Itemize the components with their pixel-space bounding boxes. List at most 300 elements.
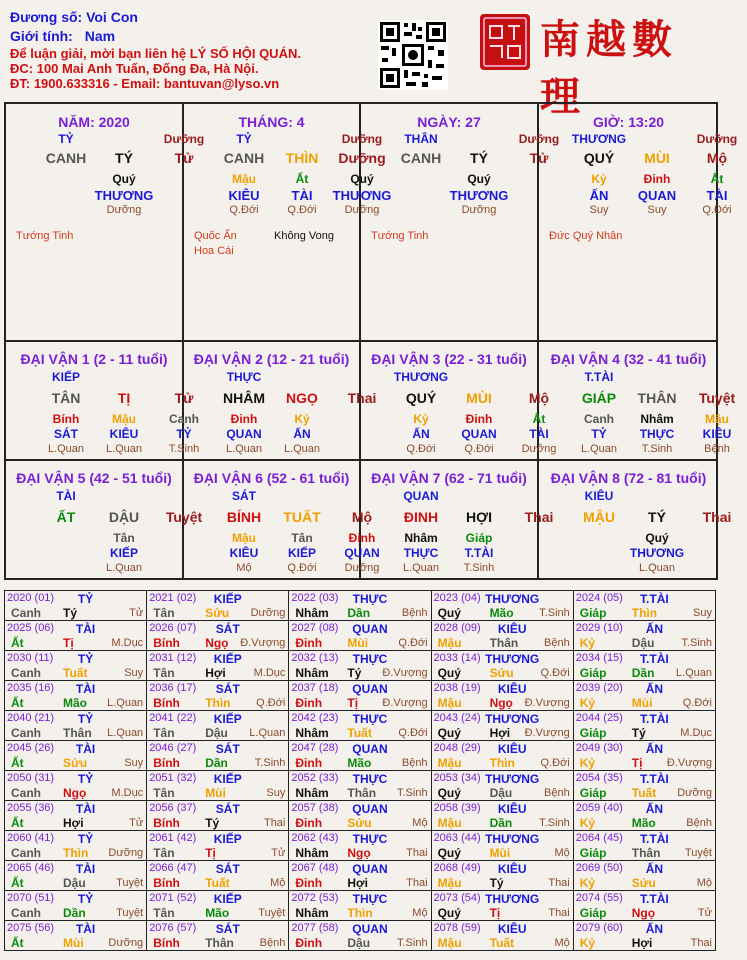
year-stem: Ất (11, 816, 24, 830)
year-branch: Tuất (63, 666, 88, 680)
year-branch: Tuất (489, 936, 515, 950)
dai-van-value: L.Quan (283, 443, 321, 455)
year-stem: Bính (153, 696, 180, 710)
dai-van-value: TỶ (176, 427, 192, 441)
year-cell (5, 711, 147, 741)
year-cell-box (147, 741, 288, 770)
year-branch: Tý (63, 606, 78, 620)
dai-van-value: L.Quan (47, 443, 85, 455)
year-branch: Dậu (205, 726, 228, 740)
year-cell-box (147, 771, 288, 800)
pillar-value: Q.Đới (287, 204, 317, 216)
year-label: 2047 (28) (291, 742, 339, 754)
year-stage: Q.Đới (398, 637, 428, 649)
year-stage: T.Sinh (254, 757, 286, 769)
pillar-value: Dưỡng (106, 204, 142, 216)
year-label: 2020 (01) (7, 592, 55, 604)
dai-van-value: Nhâm (640, 412, 674, 426)
year-label: 2037 (18) (291, 682, 339, 694)
year-star: KIÊU (497, 742, 527, 756)
year-cell-box (574, 771, 715, 800)
dai-van-value: BÍNH (226, 509, 262, 525)
year-cell-box (5, 681, 146, 710)
dai-van-value: Bệnh (704, 443, 730, 455)
dai-van-value: QUAN (226, 427, 262, 441)
year-cell (431, 651, 573, 681)
year-branch: Tị (63, 636, 74, 650)
year-cell (289, 921, 431, 951)
year-label: 2021 (02) (149, 592, 197, 604)
pillar-value: THƯƠNG (571, 132, 627, 146)
year-star: TỶ (77, 772, 94, 786)
dai-van-value: NGỌ (286, 390, 318, 406)
year-star: THỰC (352, 832, 388, 846)
dai-van-value: MÙI (466, 390, 492, 406)
year-branch: Sửu (489, 666, 514, 680)
dai-van-value: Mộ (528, 390, 550, 406)
year-star: QUAN (352, 622, 388, 636)
dai-van-value: L.Quan (225, 443, 263, 455)
year-label: 2076 (57) (149, 922, 197, 934)
year-stage: Bệnh (259, 937, 286, 949)
year-cell (431, 801, 573, 831)
year-label: 2039 (20) (575, 682, 623, 694)
dai-van-title: ĐẠI VẬN 1 (2 - 11 tuổi) (20, 351, 168, 367)
pillar-value: THƯƠNG (94, 188, 154, 203)
year-stage: Đ.Vượng (524, 697, 570, 709)
year-star: KIÊU (497, 922, 527, 936)
year-stage: Dưỡng (250, 607, 286, 619)
year-cell-box (574, 591, 715, 620)
year-branch: Thìn (347, 906, 373, 920)
year-cell-box (574, 861, 715, 890)
year-stem: Kỷ (579, 876, 596, 890)
dai-van-value: THƯƠNG (393, 370, 449, 384)
year-label: 2026 (07) (149, 622, 197, 634)
year-cell (573, 861, 715, 891)
pillar-value: Quý (467, 172, 491, 186)
year-cell-box (574, 621, 715, 650)
dai-van-value: KIÊU (109, 427, 139, 441)
year-branch: Sửu (63, 756, 88, 770)
dai-van-cell (184, 342, 377, 461)
year-stage: Tuyệt (684, 847, 712, 859)
year-stage: L.Quan (675, 667, 712, 679)
year-label: 2066 (47) (149, 862, 197, 874)
year-label: 2075 (56) (7, 922, 55, 934)
year-cell-box (289, 921, 430, 950)
year-cell (431, 741, 573, 771)
year-cell-box (574, 891, 715, 920)
contact-phone-email: ĐT: 1900.633316 - Email: bantuvan@lyso.vn (10, 76, 280, 91)
dai-van-value: Tử (174, 390, 194, 406)
year-stage: Mộ (270, 877, 286, 889)
dai-van-value: TUẤT (283, 509, 321, 525)
dai-van-value: KIẾP (109, 546, 138, 560)
pillar-value: Tử (174, 150, 194, 166)
year-branch: Thân (489, 636, 519, 650)
year-label: 2073 (54) (433, 892, 481, 904)
year-cell (5, 801, 147, 831)
year-stem: Giáp (579, 846, 607, 860)
year-cell-box (289, 801, 430, 830)
year-stage: Dưỡng (108, 847, 144, 859)
gender-label: Giới tính: (10, 28, 73, 44)
year-label: 2035 (16) (7, 682, 55, 694)
year-cell-box (289, 741, 430, 770)
year-stage: T.Sinh (396, 787, 428, 799)
year-star: T.TÀI (640, 592, 669, 606)
dai-van-value: KIẾP (287, 546, 316, 560)
year-stem: Tân (153, 666, 175, 680)
year-cell-box (289, 891, 430, 920)
year-label: 2040 (21) (7, 712, 55, 724)
year-label: 2063 (44) (433, 832, 481, 844)
year-stage: Thai (263, 817, 286, 829)
year-label: 2071 (52) (149, 892, 197, 904)
year-branch: Mùi (631, 696, 653, 710)
year-cell-box (5, 891, 146, 920)
year-stage: Bệnh (544, 787, 570, 799)
year-branch: Mùi (347, 636, 369, 650)
pillar-value: Đinh (643, 172, 671, 186)
year-stage: Mộ (696, 877, 712, 889)
year-stem: Mậu (437, 636, 462, 650)
year-label: 2074 (55) (575, 892, 623, 904)
year-cell-box (432, 711, 573, 740)
year-label: 2055 (36) (7, 802, 55, 814)
dai-van-value: Mộ (236, 562, 252, 574)
year-star: T.TÀI (640, 652, 669, 666)
pillar-value: TỶ (236, 132, 252, 146)
year-cell-box (147, 801, 288, 830)
pillar-value: THƯƠNG (332, 188, 392, 203)
year-stage: Suy (124, 757, 144, 769)
pillar-value: QUAN (637, 188, 677, 203)
year-star: T.TÀI (640, 832, 669, 846)
year-cell (5, 621, 147, 651)
year-label: 2078 (59) (433, 922, 481, 934)
year-label: 2041 (22) (149, 712, 197, 724)
dai-van-value: Q.Đới (287, 562, 317, 574)
year-label: 2053 (34) (433, 772, 481, 784)
year-stem: Tân (153, 846, 175, 860)
year-star: TÀI (75, 742, 96, 756)
year-cell (431, 711, 573, 741)
year-star: SÁT (215, 862, 240, 876)
year-cell-box (432, 891, 573, 920)
dai-van-value: QUAN (461, 427, 497, 441)
year-label: 2023 (04) (433, 592, 481, 604)
pillar-value: TÝ (115, 150, 133, 166)
year-star: KIÊU (497, 802, 527, 816)
year-cell-box (574, 711, 715, 740)
year-star: THỰC (352, 772, 388, 786)
year-branch: Tị (631, 756, 643, 770)
year-star: SÁT (215, 682, 240, 696)
year-stage: Đ.Vượng (382, 667, 428, 679)
year-label: 2058 (39) (433, 802, 481, 814)
dai-van-value: TỶ (591, 427, 607, 441)
year-star: T.TÀI (640, 772, 669, 786)
dai-van-cell (361, 342, 557, 461)
year-cell-box (5, 591, 146, 620)
dai-van-value: QUAN (403, 489, 439, 503)
year-cell-box (432, 921, 573, 950)
year-stage: Q.Đới (540, 757, 570, 769)
year-cell (431, 771, 573, 801)
year-cell-box (147, 921, 288, 950)
year-branch: Sửu (205, 606, 230, 620)
year-row (5, 891, 716, 921)
dai-van-value: QUAN (344, 546, 380, 560)
year-star: KIẾP (213, 712, 242, 726)
pillar-value: Ất (295, 172, 309, 186)
year-branch: Mão (205, 906, 230, 920)
year-cell (431, 831, 573, 861)
year-label: 2060 (41) (7, 832, 55, 844)
dai-van-value: T.Sinh (641, 443, 673, 455)
year-stem: Nhâm (295, 846, 329, 860)
year-stem: Bính (153, 876, 180, 890)
dai-van-value: GIÁP (581, 390, 617, 406)
year-star: TỶ (77, 592, 94, 606)
dai-van-value: THỰC (403, 546, 439, 560)
year-star: KIẾP (213, 772, 242, 786)
dai-van-cell (184, 461, 380, 579)
year-cell-box (147, 861, 288, 890)
dai-van-value: Tuyệt (698, 390, 736, 406)
year-cell-box (5, 711, 146, 740)
year-cell (431, 861, 573, 891)
dai-van-value: Dưỡng (344, 562, 380, 574)
year-stem: Kỷ (579, 816, 596, 830)
year-cell-box (574, 681, 715, 710)
year-cell-box (289, 771, 430, 800)
year-stage: T.Sinh (539, 607, 570, 619)
year-stem: Mậu (437, 816, 462, 830)
year-label: 2028 (09) (433, 622, 481, 634)
year-cell-box (574, 741, 715, 770)
year-branch: Tuất (347, 726, 372, 740)
pillar-value: CANH (45, 150, 87, 166)
year-stage: Tuyệt (116, 877, 144, 889)
year-branch: Dậu (631, 636, 655, 650)
year-cell (147, 771, 289, 801)
year-cell (147, 921, 289, 951)
year-branch: Thân (205, 936, 234, 950)
year-cell (289, 861, 431, 891)
year-label: 2046 (27) (149, 742, 197, 754)
year-stage: Bệnh (401, 607, 428, 619)
year-label: 2038 (19) (433, 682, 481, 694)
year-stem: Mậu (437, 756, 462, 770)
year-cell (431, 921, 573, 951)
dai-van-value: TÀI (56, 489, 76, 503)
year-stem: Kỷ (579, 636, 596, 650)
year-stage: Mộ (554, 847, 570, 859)
year-stem: Canh (11, 846, 41, 860)
year-branch: Mão (63, 696, 87, 710)
dai-van-value: KIẾP (51, 370, 80, 384)
year-star: THƯƠNG (485, 892, 540, 906)
year-cell (5, 741, 147, 771)
pillar-value: TÀI (291, 188, 313, 203)
dai-van-value: KIÊU (584, 489, 614, 503)
year-cell-box (432, 801, 573, 830)
year-star: TỶ (77, 712, 94, 726)
year-cell (147, 891, 289, 921)
year-branch: Thìn (63, 846, 89, 860)
year-cell (147, 741, 289, 771)
year-cell (289, 591, 431, 621)
year-stem: Đinh (295, 636, 323, 650)
year-stem: Đinh (295, 696, 323, 710)
year-stage: Đ.Vượng (666, 757, 712, 769)
year-label: 2051 (32) (149, 772, 197, 784)
year-stage: T.Sinh (539, 817, 570, 829)
year-branch: Mùi (63, 936, 84, 950)
pillar-value: THÂN (404, 132, 438, 146)
year-stage: Suy (266, 787, 286, 799)
year-stem: Kỷ (579, 936, 596, 950)
year-cell (5, 681, 147, 711)
year-cell (289, 801, 431, 831)
year-branch: Sửu (631, 876, 656, 890)
year-star: QUAN (352, 862, 388, 876)
dai-van-value: NHÂM (223, 390, 265, 406)
pillar-value: THÌN (285, 150, 319, 166)
year-stage: Q.Đới (398, 727, 428, 739)
dai-van-value: ẤN (412, 427, 430, 441)
year-cell-box (289, 861, 430, 890)
year-label: 2032 (13) (291, 652, 339, 664)
dai-van-value: KIÊU (229, 546, 259, 560)
year-branch: Thân (63, 726, 92, 740)
year-cell (289, 741, 431, 771)
year-stem: Tân (153, 606, 175, 620)
pillar-value: Ất (710, 172, 724, 186)
dai-van-value: TÀI (529, 427, 549, 441)
pillar-value: CANH (400, 150, 442, 166)
year-stem: Đinh (295, 756, 323, 770)
year-cell (289, 711, 431, 741)
year-stage: Tử (129, 607, 144, 619)
year-cell (5, 921, 147, 951)
pillar-value: TỶ (58, 132, 74, 146)
chart-header (10, 8, 380, 91)
pillar-cell (361, 104, 560, 342)
dai-van-value: T.Sinh (168, 443, 200, 455)
year-branch: Ngọ (631, 906, 656, 920)
pillar-value: Dưỡng (338, 150, 386, 166)
year-stem: Đinh (295, 816, 323, 830)
year-star: QUAN (352, 742, 388, 756)
year-branch: Dần (489, 816, 513, 830)
year-stage: Bệnh (401, 757, 428, 769)
year-label: 2054 (35) (575, 772, 623, 784)
year-branch: Ngọ (205, 636, 229, 650)
year-stage: L.Quan (107, 697, 144, 709)
year-cell (573, 651, 715, 681)
year-branch: Thân (347, 786, 377, 800)
year-cell (147, 831, 289, 861)
year-stem: Mậu (437, 696, 462, 710)
year-label: 2056 (37) (149, 802, 197, 814)
year-stem: Kỷ (579, 756, 596, 770)
year-branch: Thìn (489, 756, 515, 770)
year-stem: Quý (437, 606, 461, 620)
year-star: TÀI (75, 622, 96, 636)
year-stem: Tân (153, 906, 175, 920)
year-branch: Tị (489, 906, 501, 920)
year-stage: Thai (406, 877, 428, 889)
year-star: ẤN (645, 622, 664, 636)
year-stage: Dưỡng (677, 787, 712, 799)
dai-van-value: Q.Đới (406, 443, 436, 455)
year-cell (147, 861, 289, 891)
dai-van-value: Đinh (465, 412, 493, 426)
dai-van-value: Quý (645, 531, 669, 545)
year-cell-box (289, 831, 430, 860)
pillar-value: Q.Đới (702, 204, 732, 216)
year-stage: Thai (548, 877, 570, 889)
year-cell (5, 891, 147, 921)
year-star: QUAN (352, 802, 388, 816)
dai-van-title: ĐẠI VẬN 7 (62 - 71 tuổi) (371, 470, 527, 486)
pillar-value: THƯƠNG (449, 188, 509, 203)
year-stage: M.Dục (111, 637, 144, 649)
year-cell (573, 711, 715, 741)
dai-van-cell (361, 461, 554, 579)
year-stem: Nhâm (295, 906, 329, 920)
dai-van-value: Thai (702, 509, 732, 525)
year-row (5, 711, 716, 741)
year-star: KIÊU (497, 682, 527, 696)
year-branch: Dậu (489, 786, 513, 800)
dai-van-value: T.Sinh (463, 562, 495, 574)
year-stage: M.Dục (111, 787, 144, 799)
year-branch: Tuất (205, 876, 230, 890)
year-row (5, 651, 716, 681)
year-branch: Tị (347, 696, 359, 710)
dai-van-value: Mộ (351, 509, 373, 525)
person-name: Đương số: Voi Con (10, 9, 138, 25)
year-branch: Dần (63, 906, 86, 920)
year-cell-box (432, 681, 573, 710)
year-row (5, 741, 716, 771)
year-cell-box (5, 801, 146, 830)
year-cell-box (432, 651, 573, 680)
year-star: THƯƠNG (485, 592, 540, 606)
year-cell-box (147, 711, 288, 740)
year-label: 2029 (10) (575, 622, 623, 634)
year-stage: Đ.Vượng (240, 637, 286, 649)
year-cell-box (289, 681, 430, 710)
year-stem: Bính (153, 636, 180, 650)
dai-van-value: TÂN (51, 390, 81, 406)
year-row (5, 801, 716, 831)
year-stem: Ất (11, 876, 24, 890)
pillar-value: CANH (223, 150, 265, 166)
year-label: 2067 (48) (291, 862, 339, 874)
dai-van-value: L.Quan (638, 562, 676, 574)
year-cell-box (289, 621, 430, 650)
pillar-note: Tướng Tinh (16, 230, 74, 242)
year-star: THƯƠNG (485, 712, 540, 726)
year-stem: Ất (11, 636, 24, 650)
year-branch: Dần (347, 606, 371, 620)
